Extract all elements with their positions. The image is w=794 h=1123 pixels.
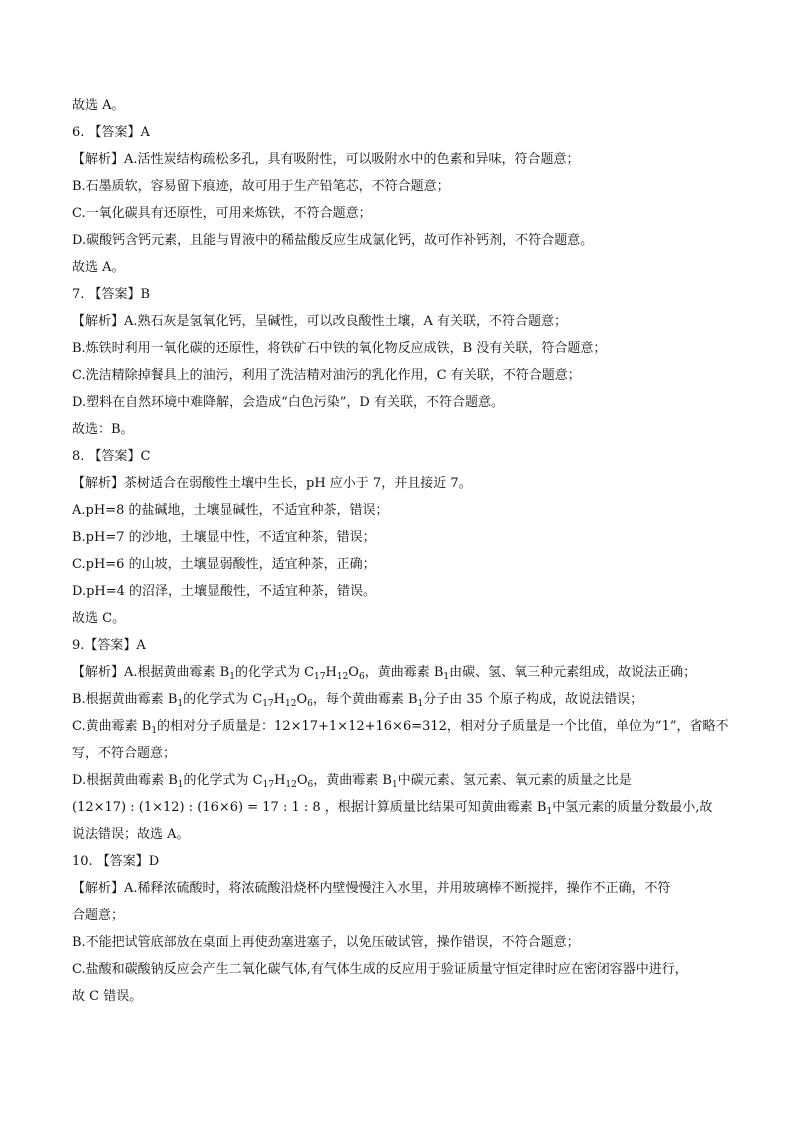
text-line: B.pH=7 的沙地，土壤显中性，不适宜种茶，错误； xyxy=(72,530,376,545)
subscript: 1 xyxy=(177,699,184,709)
text-line: 故 C 错误。 xyxy=(72,989,143,1004)
subscript: 1 xyxy=(177,780,184,790)
text-span: ，黄曲霉素 B xyxy=(364,665,444,680)
subscript: 6 xyxy=(307,699,313,709)
subscript: 17 xyxy=(262,780,275,790)
question-8-answer: 8. 【答案】C xyxy=(72,449,151,464)
question-7-answer: 7. 【答案】B xyxy=(72,287,151,302)
text-span: 中氢元素的质量分数最小,故 xyxy=(552,800,713,815)
mass-ratio-formula: (12×17) : (1×12) : (16×6) = 17 : 1 : 8 xyxy=(72,800,321,815)
text-line: 故选 A。 xyxy=(72,260,125,275)
text-span: B.根据黄曲霉素 B xyxy=(72,692,178,707)
text-span: D.根据黄曲霉素 B xyxy=(72,773,178,788)
subscript: 1 xyxy=(417,699,424,709)
text-line: 合题意； xyxy=(72,908,125,923)
question-6-answer: 6. 【答案】A xyxy=(72,125,150,140)
text-line: D.塑料在自然环境中难降解，会造成“白色污染”，D 有关联，不符合题意。 xyxy=(72,395,504,410)
subscript: 17 xyxy=(314,672,326,682)
text-span: H xyxy=(273,692,285,707)
question-10-answer: 10. 【答案】D xyxy=(72,854,160,869)
text-span: 【解析】A.根据黄曲霉素 B xyxy=(72,665,230,680)
text-line: C.pH=6 的山坡，土壤显弱酸性，适宜种茶，正确； xyxy=(72,557,376,572)
answer-document xyxy=(72,92,732,1010)
text-line: 【解析】A.活性炭结构疏松多孔，具有吸附性，可以吸附水中的色素和异味，符合题意； xyxy=(72,152,580,167)
text-span: ，根据计算质量比结果可知黄曲霉素 B xyxy=(324,800,547,815)
text-line: B.石墨质软，容易留下痕迹，故可用于生产铅笔芯，不符合题意； xyxy=(72,179,450,194)
subscript: 12 xyxy=(285,699,297,709)
text-line: B.炼铁时利用一氧化碳的还原性，将铁矿石中铁的氧化物反应成铁，B 没有关联，符合题意； xyxy=(72,341,607,356)
text-line: 故选：B。 xyxy=(72,422,134,437)
text-span: 中碳元素、氢元素、氧元素的质量之比是 xyxy=(397,773,632,788)
subscript: 1 xyxy=(391,780,398,790)
text-line: 故选 A。 xyxy=(72,98,125,113)
subscript: 6 xyxy=(358,672,365,682)
q9-analysis-line-2 xyxy=(72,686,732,713)
text-span: C.黄曲霉素 B xyxy=(72,719,152,734)
subscript: 1 xyxy=(229,672,235,682)
text-line: 【解析】茶树适合在弱酸性土壤中生长，pH 应小于 7，并且接近 7。 xyxy=(72,476,472,491)
text-line: D.碳酸钙含钙元素，且能与胃液中的稀盐酸反应生成氯化钙，故可作补钙剂，不符合题意。 xyxy=(72,233,594,248)
subscript: 1 xyxy=(443,672,450,682)
subscript: 12 xyxy=(336,672,349,682)
text-span: O xyxy=(348,665,359,680)
text-span: O xyxy=(296,692,308,707)
text-span: 分子由 35 个原子构成，故说法错误； xyxy=(423,692,644,707)
subscript: 1 xyxy=(151,726,158,736)
subscript: 12 xyxy=(285,780,297,790)
text-span: ，每个黄曲霉素 B xyxy=(312,692,418,707)
q9-analysis-line-4: 写，不符合题意； xyxy=(72,746,177,761)
q9-analysis-line-7: 说法错误；故选 A。 xyxy=(72,827,190,842)
subscript: 1 xyxy=(546,807,553,817)
text-span: 的化学式为 C xyxy=(183,692,263,707)
text-line: C.一氧化碳具有还原性，可用来炼铁，不符合题意； xyxy=(72,206,372,221)
text-line: B.不能把试管底部放在桌面上再使劲塞进塞子，以免压破试管，操作错误，不符合题意； xyxy=(72,935,580,950)
text-span: ，黄曲霉素 B xyxy=(313,773,392,788)
text-span: H xyxy=(325,665,337,680)
q9-analysis-line-3 xyxy=(72,713,732,740)
text-span: H xyxy=(274,773,286,788)
q9-analysis-line-5 xyxy=(72,767,732,794)
text-line: C.盐酸和碳酸钠反应会产生二氧化碳气体,有气体生成的反应用于验证质量守恒定律时应在密闭容器中进行， xyxy=(72,962,688,977)
text-span: 的化学式为 C xyxy=(234,665,315,680)
question-9-answer: 9.【答案】A xyxy=(72,638,146,653)
text-line: 【解析】A.稀释浓硫酸时，将浓硫酸沿烧杯内壁慢慢注入水里，并用玻璃棒不断搅拌，操作不正确，不符 xyxy=(72,881,671,896)
text-line: A.pH=8 的盐碱地，土壤显碱性，不适宜种茶，错误； xyxy=(72,503,389,518)
text-line: D.pH=4 的沼泽，土壤显酸性，不适宜种茶，错误。 xyxy=(72,584,377,599)
subscript: 17 xyxy=(262,699,274,709)
text-line: 【解析】A.熟石灰是氢氧化钙，呈碱性，可以改良酸性土壤，A 有关联，不符合题意； xyxy=(72,314,568,329)
text-line: 故选 C。 xyxy=(72,611,126,626)
text-span: 由碳、氢、氧三种元素组成，故说法正确； xyxy=(449,665,697,680)
text-line: C.洗洁精除掉餐具上的油污，利用了洗洁精对油污的乳化作用，C 有关联，不符合题意； xyxy=(72,368,581,383)
text-span: 的相对分子质量是：12×17+1×12+16×6=312，相对分子质量是一个比值，单位为“1”，省略不 xyxy=(157,719,729,734)
text-span: O xyxy=(296,773,308,788)
q9-analysis-line-1 xyxy=(72,659,732,686)
text-span: 的化学式为 C xyxy=(183,773,263,788)
q9-analysis-line-6 xyxy=(72,794,732,821)
subscript: 6 xyxy=(307,780,314,790)
